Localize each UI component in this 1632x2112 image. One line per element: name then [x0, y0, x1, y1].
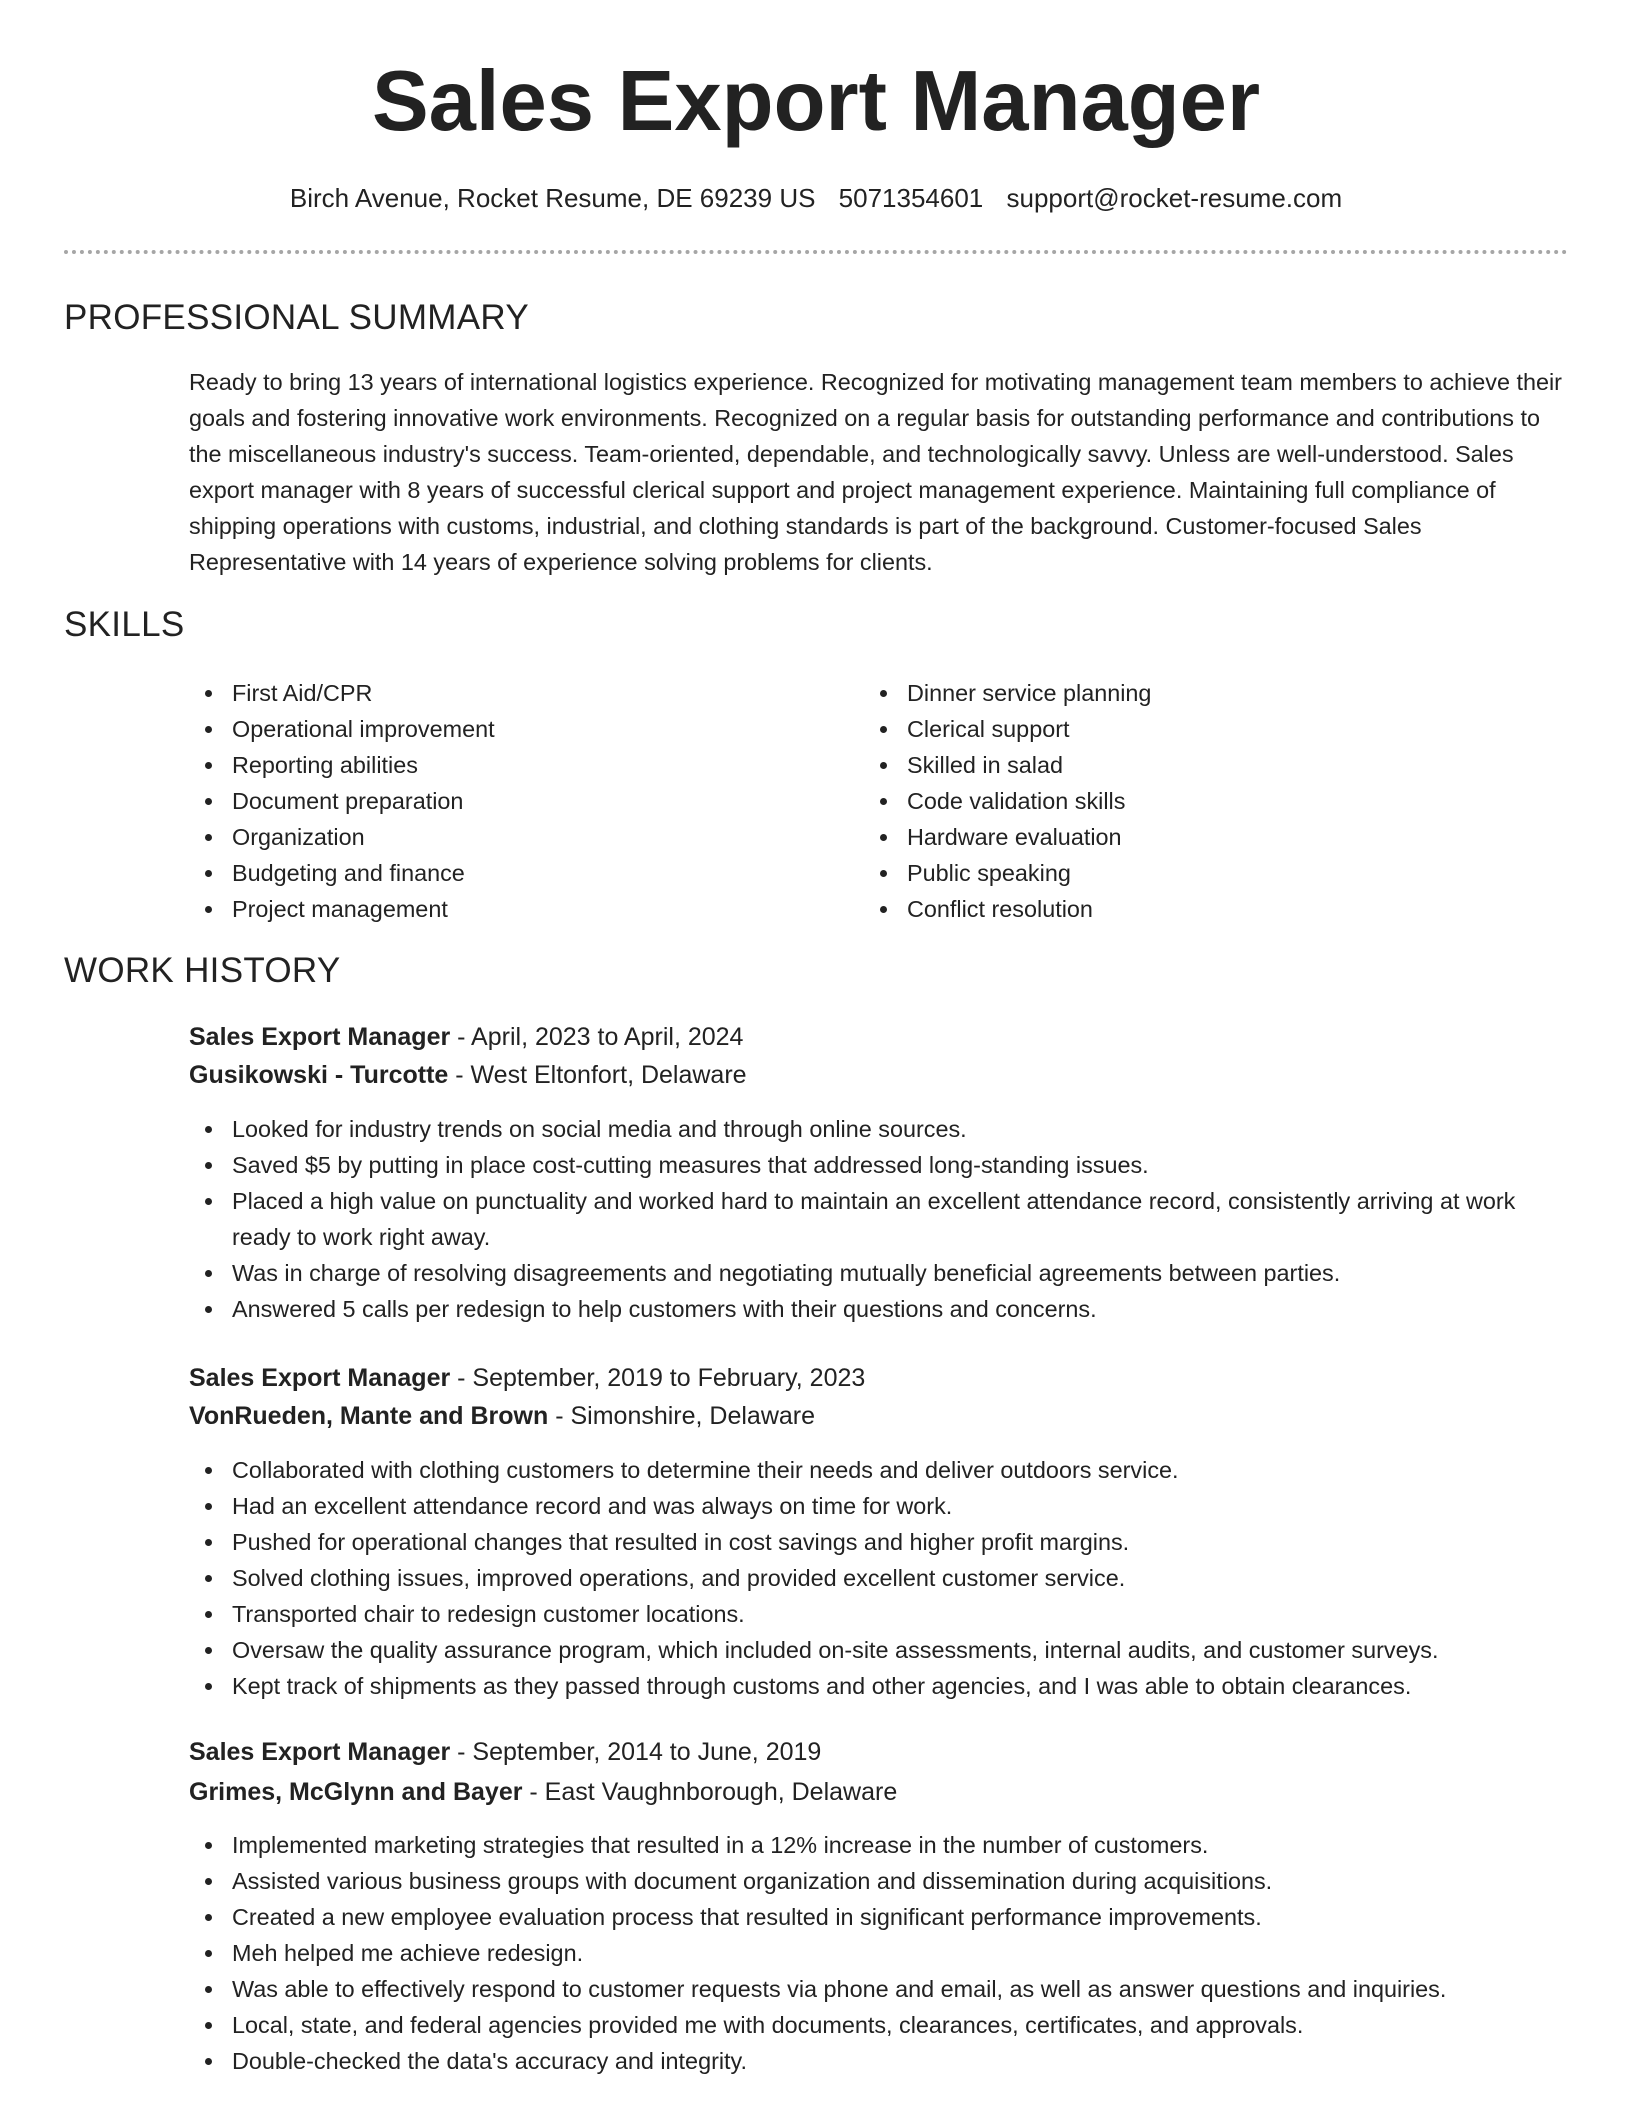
- job-bullet-list: [189, 1111, 1569, 1327]
- skill-item: Organization: [189, 819, 829, 855]
- job-location: - Simonshire, Delaware: [548, 1402, 816, 1430]
- contact-address: Birch Avenue, Rocket Resume, DE 69239 US: [289, 183, 816, 213]
- skill-item: First Aid/CPR: [189, 675, 829, 711]
- job-company: Gusikowski - Turcotte: [189, 1061, 449, 1089]
- job-bullet: Meh helped me achieve redesign.: [189, 1935, 1569, 1971]
- job-bullet: Was in charge of resolving disagreements and negotiating mutually beneficial agreements between parties.: [189, 1255, 1569, 1291]
- skill-item: Document preparation: [189, 783, 829, 819]
- job-bullet: Kept track of shipments as they passed through customs and other agencies, and I was able to obtain clearances.: [189, 1668, 1569, 1704]
- skill-item: Reporting abilities: [189, 747, 829, 783]
- job-bullet: Pushed for operational changes that resulted in cost savings and higher profit margins.: [189, 1524, 1569, 1560]
- job-company-line: [189, 1398, 1569, 1434]
- skills-heading: SKILLS: [64, 605, 185, 644]
- skill-item: Skilled in salad: [864, 747, 1504, 783]
- job-company-line: [189, 1774, 1569, 1810]
- skill-item: Project management: [189, 891, 829, 927]
- resume-name: Sales Export Manager: [371, 54, 1261, 149]
- job-company: VonRueden, Mante and Brown: [189, 1402, 549, 1430]
- skills-list-left: [189, 675, 829, 927]
- job-location: - East Vaughnborough, Delaware: [522, 1778, 898, 1806]
- job-bullet: Assisted various business groups with document organization and dissemination during acquisitions.: [189, 1863, 1569, 1899]
- job-title-line: [189, 1019, 1569, 1055]
- job-bullet-list: [189, 1452, 1569, 1704]
- work-history-heading: WORK HISTORY: [64, 951, 341, 990]
- job-bullet: Solved clothing issues, improved operations, and provided excellent customer service.: [189, 1560, 1569, 1596]
- job-bullet-list: [189, 1827, 1569, 2079]
- skill-item: Clerical support: [864, 711, 1504, 747]
- job-bullet: Had an excellent attendance record and was always on time for work.: [189, 1488, 1569, 1524]
- skill-item: Budgeting and finance: [189, 855, 829, 891]
- job-title: Sales Export Manager: [189, 1364, 451, 1392]
- skill-item: Code validation skills: [864, 783, 1504, 819]
- skill-item: Conflict resolution: [864, 891, 1504, 927]
- job-company: Grimes, McGlynn and Bayer: [189, 1778, 523, 1806]
- job-bullets: [189, 1452, 1569, 1704]
- skill-item: Hardware evaluation: [864, 819, 1504, 855]
- job-dates: - April, 2023 to April, 2024: [450, 1023, 744, 1051]
- contact-phone: 5071354601: [838, 183, 984, 213]
- job-bullet: Was able to effectively respond to customer requests via phone and email, as well as answer questions and inquiries.: [189, 1971, 1569, 2007]
- job-location: - West Eltonfort, Delaware: [448, 1061, 747, 1089]
- skills-column-left: [189, 675, 829, 927]
- job-title-line: [189, 1360, 1569, 1396]
- job-bullet: Double-checked the data's accuracy and integrity.: [189, 2043, 1569, 2079]
- skills-column-right: [864, 675, 1504, 927]
- job-bullet: Answered 5 calls per redesign to help customers with their questions and concerns.: [189, 1291, 1569, 1327]
- skill-item: Public speaking: [864, 855, 1504, 891]
- skills-list-right: [864, 675, 1504, 927]
- job-bullet: Created a new employee evaluation process that resulted in significant performance improvements.: [189, 1899, 1569, 1935]
- job-bullet: Placed a high value on punctuality and worked hard to maintain an excellent attendance record, consistently arriving at work ready to work right away.: [189, 1183, 1569, 1255]
- job-dates: - September, 2014 to June, 2019: [450, 1738, 822, 1766]
- job-bullet: Implemented marketing strategies that resulted in a 12% increase in the number of customers.: [189, 1827, 1569, 1863]
- job-bullet: Oversaw the quality assurance program, which included on-site assessments, internal audits, and customer surveys.: [189, 1632, 1569, 1668]
- job-bullet: Saved $5 by putting in place cost-cutting measures that addressed long-standing issues.: [189, 1147, 1569, 1183]
- job-bullets: [189, 1827, 1569, 2079]
- job-bullets: [189, 1111, 1569, 1327]
- skill-item: Dinner service planning: [864, 675, 1504, 711]
- job-title: Sales Export Manager: [189, 1023, 451, 1051]
- job-bullet: Collaborated with clothing customers to determine their needs and deliver outdoors service.: [189, 1452, 1569, 1488]
- job-title: Sales Export Manager: [189, 1738, 451, 1766]
- job-dates: - September, 2019 to February, 2023: [450, 1364, 866, 1392]
- summary-heading: PROFESSIONAL SUMMARY: [64, 298, 529, 337]
- job-title-line: [189, 1734, 1569, 1770]
- skill-item: Operational improvement: [189, 711, 829, 747]
- job-bullet: Local, state, and federal agencies provided me with documents, clearances, certificates, and approvals.: [189, 2007, 1569, 2043]
- job-company-line: [189, 1057, 1569, 1093]
- job-bullet: Transported chair to redesign customer locations.: [189, 1596, 1569, 1632]
- header-divider: [64, 250, 1568, 254]
- contact-email: support@rocket-resume.com: [1006, 183, 1343, 213]
- contact-line: [0, 180, 1632, 216]
- summary-text: Ready to bring 13 years of international logistics experience. Recognized for motivating management team members to achieve their goals and fostering innovative work environments. Recognized on a regular basis for outstanding performance and contributions to the miscellaneous industry's success. Team-oriented, dependable, and technologically savvy. Unless are well-understood. Sales export manager with 8 years of successful clerical support and project management experience. Maintaining full compliance of shipping operations with customs, industrial, and clothing standards is part of the background. Customer-focused Sales Representative with 14 years of experience solving problems for clients.: [189, 369, 1562, 575]
- job-bullet: Looked for industry trends on social media and through online sources.: [189, 1111, 1569, 1147]
